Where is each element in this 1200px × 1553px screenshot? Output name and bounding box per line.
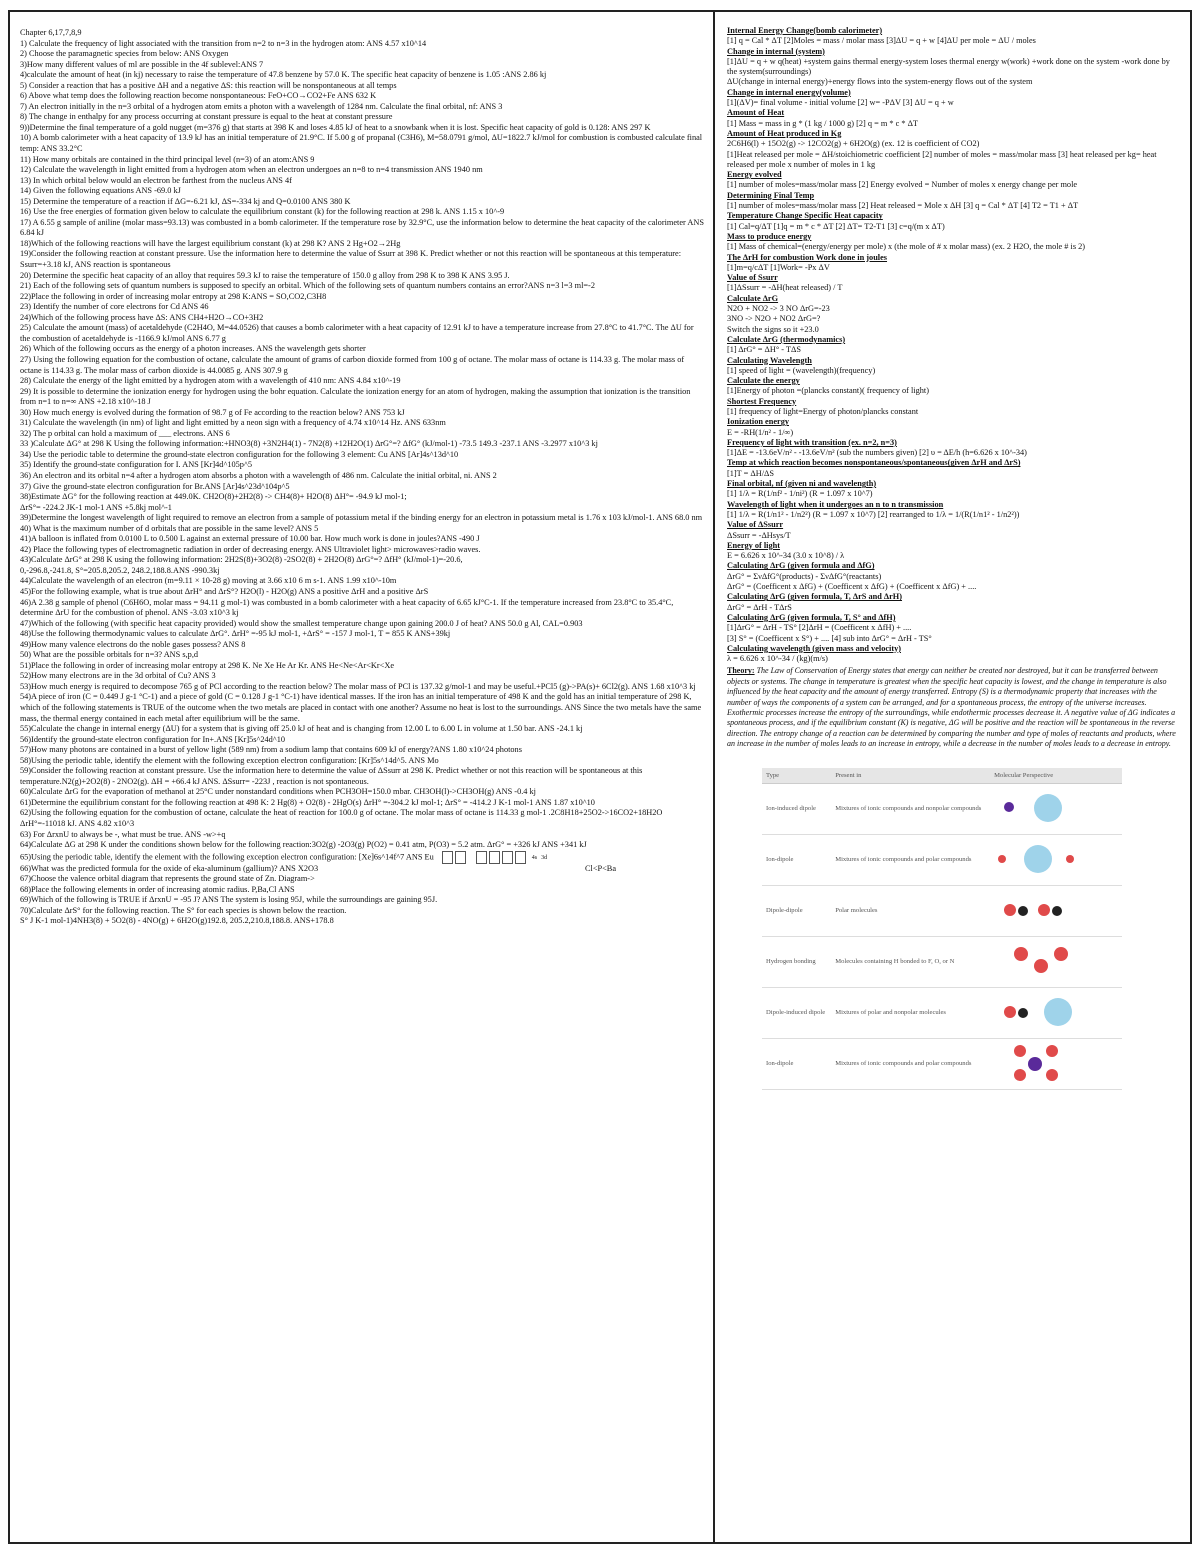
question-line: 15) Determine the temperature of a reaction if ΔG=-6.21 kJ, ΔS=-334 kj and Q=0.0100 ANS 380 K xyxy=(20,196,351,206)
formula-line: ΔrG° = (Coefficent x ΔfG) + (Coefficent x ΔfG) + (Coefficent x ΔfG) + .... xyxy=(727,582,977,592)
question-line: S° J K-1 mol-1)4NH3(8) + 5O2(8) - 4NO(g) + 6H2O(g)192.8, 205.2,210.8,188.8. ANS+178.8 xyxy=(20,916,334,926)
atom-sphere xyxy=(1014,1045,1026,1057)
section-heading: Calculate ΔrG (thermodynamics) xyxy=(727,334,846,344)
present-in: Molecules containing H bonded to F, O, or N xyxy=(831,936,990,987)
theory-label: Theory: xyxy=(727,666,755,676)
question-line: 40) What is the maximum number of d orbitals that are possible in the same level? ANS 5 xyxy=(20,523,319,533)
section-heading: Calculating ΔrG (given formula, T, ΔrS and ΔrH) xyxy=(727,592,903,602)
atom-sphere xyxy=(1054,947,1068,961)
section-heading: Ionization energy xyxy=(727,417,789,427)
orbital-diagram xyxy=(440,852,547,861)
section-heading: Frequency of light with transition (ex. n=2, n=3) xyxy=(727,437,897,447)
force-type: Ion-induced dipole xyxy=(762,783,831,834)
question-line: 54)A piece of iron (C = 0.449 J g-1 °C-1) and a piece of gold (C = 0.128 J g-1 °C-1) have identical masses. If the iron has an initial temperature of 498 K and the gold has an initial temperature of 298 K, which of the following statements is TRUE of the outcome when the two metals are placed in contact with one another? Assume no heat is lost to the surroundings. ANS Since the two metals have the same mass, the thermal energy contained in each metal after equilibrium will be the same. xyxy=(20,692,702,723)
question-line: 11) How many orbitals are contained in the third principal level (n=3) of an atom:ANS 9 xyxy=(20,154,315,164)
atom-sphere xyxy=(1004,904,1016,916)
question-line: 4)calculate the amount of heat (in kj) necessary to raise the temperature of 47.8 benzene by 57.0 K. The specific heat capacity of benzene is 1.05 :ANS 2.86 kj xyxy=(20,70,547,80)
question-line: 23) Identify the number of core electrons for Cd ANS 46 xyxy=(20,302,209,312)
question-line: 37) Give the ground-state electron configuration for Br.ANS [Ar]4s^23d^104p^5 xyxy=(20,481,290,491)
table-row xyxy=(762,936,1122,987)
question-line: 47)Which of the following (with specific heat capacity provided) would show the smallest temperature change upon gaining 200.0 J of heat? ANS 50.0 g Al, CAL=0.903 xyxy=(20,618,583,628)
atom-sphere xyxy=(1034,959,1048,973)
section-heading: Calculate ΔrG xyxy=(727,293,779,303)
theory-text: The Law of Conservation of Energy states that energy can neither be created nor destroyed, but it can be transferred between objects or systems. The change in temperature is greatest when the specific heat capacity is lowest, and the change in temperature is also influenced by the heat capacity and the amount of energy transferred. Entropy (S) is a thermodynamic property that increases with the number of ways the components of a system can be arranged, and for a spontaneous process, the entropy of the universe increases. Exothermic processes increase the entropy of the surroundings, while endothermic processes decrease it. A negative value of ΔG indicates a spontaneous process, and if the equilibrium constant (K) is negative, ΔG will be positive and the reaction will be spontaneous in the reverse direction. The entropy change of a reaction can be determined by comparing the number and type of moles of reactants and products, where an increase in the number of moles leads to an increase in entropy, while a decrease in the number of moles leads to a decrease in entropy. xyxy=(727,666,1176,749)
force-type: Dipole-induced dipole xyxy=(762,987,831,1038)
question-line: 64)Calculate ΔG at 298 K under the conditions shown below for the following reaction:3O2(g) -2O3(g) P(O2) = 0.41 atm, P(O3) = 5.2 atm. ΔrG° = +326 kJ ANS +341 kJ xyxy=(20,840,587,850)
formula-line: [1] Mass = mass in g * (1 kg / 1000 g) [2] q = m * c * ΔT xyxy=(727,118,918,128)
present-in: Mixtures of ionic compounds and nonpolar compounds xyxy=(831,783,990,834)
table-body xyxy=(762,783,1122,1089)
formula-line: 3NO -> N2O + NO2 ΔrG=? xyxy=(727,314,821,324)
atom-sphere xyxy=(1028,1057,1042,1071)
force-type: Ion-dipole xyxy=(762,1038,831,1089)
molecule-illustration xyxy=(994,992,1114,1032)
formula-line: 2C6H6(l) + 15O2(g) -> 12CO2(g) + 6H2O(g) (ex. 12 is coefficient of CO2) xyxy=(727,139,980,149)
question-line: 26) Which of the following occurs as the energy of a photon increases. ANS the wavelength gets shorter xyxy=(20,344,366,354)
molecule-illustration xyxy=(994,788,1114,828)
question-line: 21) Each of the following sets of quantum numbers is supposed to specify an orbital. Which of the following sets of quantum numbers contains an error?ANS n=3 l=3 ml=-2 xyxy=(20,281,595,291)
question-line: 13) In which orbital below would an electron be farthest from the nucleus ANS 4f xyxy=(20,175,292,185)
formula-line: [1] Mass of chemical=(energy/energy per mole) x (the mole of # x molar mass) (ex. 2 H2O, the mole # is 2) xyxy=(727,242,1086,252)
question-line: 28) Calculate the energy of the light emitted by a hydrogen atom with a wavelength of 410 nm: ANS 4.84 x10^-19 xyxy=(20,376,401,386)
question-line: 63) For ΔrxnU to always be -, what must be true. ANS -w>+q xyxy=(20,829,226,839)
atom-sphere xyxy=(1024,845,1052,873)
question-line: 14) Given the following equations ANS -69.0 kJ xyxy=(20,186,181,196)
formula-line: Switch the signs so it +23.0 xyxy=(727,324,819,334)
orbital-box xyxy=(502,851,513,864)
formula-line: [1]Heat released per mole = ΔH/stoichiometric coefficient [2] number of moles = mass/molar mass [3] heat released per kg= heat released per mole x number of moles in 1 kg xyxy=(727,149,1157,169)
formula-line: [1] ΔrG° = ΔH° - TΔS xyxy=(727,345,801,355)
orbital-box xyxy=(515,851,526,864)
molecule-illustration xyxy=(994,890,1114,930)
formula-line: [1]Energy of photon =(plancks constant)( frequency of light) xyxy=(727,386,929,396)
question-line: 65)Using the periodic table, identify the element with the following exception electron configuration: [Xe]6s^14f^7 ANS Eu 4s 3d xyxy=(20,851,705,864)
question-line: 59)Consider the following reaction at constant pressure. Use the information here to determine the value of ΔSsurr at 298 K. Predict whether or not this reaction will be spontaneous at this temperature.N2(g)+2O2(8) - 2NO2(g). ΔH = +66.4 kJ ANS. ΔSsurr= -223J , reaction is not spontaneous. xyxy=(20,766,643,786)
question-line: 18)Which of the following reactions will have the largest equilibrium constant (k) at 298 K? ANS 2 Hg+O2→2Hg xyxy=(20,238,401,248)
formula-line: N2O + NO2 -> 3 NO ΔrG=-23 xyxy=(727,304,830,314)
question-line: 19)Consider the following reaction at constant pressure. Use the information here to determine the value of Ssurr at 398 K. Predict whether or not this reaction will be spontaneous at this temperature: Ssurr=+3.18 kJ, ANS reaction is spontaneous xyxy=(20,249,682,270)
question-line: 68)Place the following elements in order of increasing atomic radius. P,Ba,Cl ANS xyxy=(20,884,295,894)
question-line: 70)Calculate ΔrS° for the following reaction. The S° for each species is shown below the reaction. xyxy=(20,905,347,915)
formula-line: [1](ΔV)= final volume - initial volume [2] w= -PΔV [3] ΔU = q + w xyxy=(727,98,954,108)
orbital-box xyxy=(455,851,466,864)
section-heading: Mass to produce energy xyxy=(727,231,812,241)
question-line: 20) Determine the specific heat capacity of an alloy that requires 59.3 kJ to raise the temperature of 150.0 g alloy from 298 K to 398 K ANS 3.95 J. xyxy=(20,270,510,280)
molecular-perspective xyxy=(990,1038,1122,1089)
question-line: 12) Calculate the wavelength in light emitted from a hydrogen atom when an electron undergoes an n=8 to n=4 transmission ANS 1940 nm xyxy=(20,165,483,175)
orbital-box xyxy=(489,851,500,864)
formula-line: [1]m=q/cΔT [1]Work= -Px ΔV xyxy=(727,262,830,272)
section-heading: Internal Energy Change(bomb calorimeter) xyxy=(727,26,883,35)
formula-line: [1] number of moles=mass/molar mass [2] Heat released = Mole x ΔH [3] q = Cal * ΔT [4] T2 = T1 + ΔT xyxy=(727,201,1079,211)
orbital-box xyxy=(442,851,453,864)
molecular-perspective xyxy=(990,885,1122,936)
formula-line: [1] speed of light = (wavelength)(frequency) xyxy=(727,365,876,375)
cheat-sheet xyxy=(8,10,1192,1544)
formula-line: [1]ΔE = -13.6eV/n² - -13.6eV/n² (sub the numbers given) [2] υ = ΔE/h (h=6.626 x 10^-34) xyxy=(727,448,1027,458)
atom-sphere xyxy=(1044,998,1072,1026)
question-line: 25) Calculate the amount (mass) of acetaldehyde (C2H4O, M=44.0526) that causes a bomb calorimeter with a heat capacity of 12.91 kJ to have a temperature increase from 27.8°C to 41.7°C. The ΔU for the combustion of acetaldehyde is -1166.9 kJ/mol ANS 6.77 g xyxy=(20,323,694,343)
table-header-molecular: Molecular Perspective xyxy=(990,768,1122,784)
question-list xyxy=(20,39,705,927)
section-heading: Calculating ΔrG (given formula, T, S° and ΔfH) xyxy=(727,612,896,622)
formula-line: ΔSsurr = -ΔHsys/T xyxy=(727,530,791,540)
question-line: 6) Above what temp does the following reaction become nonspontaneous: FeO+CO→CO2+Fe ANS 632 K xyxy=(20,91,377,101)
question-line: 56)Identify the ground-state electron configuration for In+.ANS [Kr]5s^24d^10 xyxy=(20,734,285,744)
question-line: 2) Choose the paramagnetic species from below: ANS Oxygen xyxy=(20,49,229,59)
question-line: 16) Use the free energies of formation given below to calculate the equilibrium constant (k) for the following reaction at 298 k. ANS 1.15 x 10^-9 xyxy=(20,207,505,217)
formula-line: [1]T = ΔH/ΔS xyxy=(727,468,775,478)
atom-sphere xyxy=(1018,1008,1028,1018)
molecular-perspective xyxy=(990,783,1122,834)
table-header-type: Type xyxy=(762,768,831,784)
question-line: 41)A balloon is inflated from 0.0100 L to 0.500 L against an external pressure of 10.00 bar. How much work is done in joules?ANS -490 J xyxy=(20,534,480,544)
question-line: 27) Using the following equation for the combustion of octane, calculate the amount of grams of carbon dioxide formed from 100 g of octane. The molar mass of octane is 114.33 g. The molar mass of octane is 114.33 g. The molar mass of carbon dioxide is 44.0085 g. ANS 307.9 g xyxy=(20,354,685,375)
section-heading: Value of ΔSsurr xyxy=(727,520,784,530)
formula-line: [1] 1/λ = R(1/n1² - 1/n2²) (R = 1.097 x 10^7) [2] rearranged to 1/λ = 1/(R(1/n1² - 1/n2²)) xyxy=(727,509,1020,519)
orbital-label: 4s xyxy=(531,855,538,862)
molecular-perspective xyxy=(990,987,1122,1038)
molecular-perspective xyxy=(990,834,1122,885)
formula-line: ΔU(change in internal energy)+energy flows into the system-energy flows out of the system xyxy=(727,77,1033,87)
question-line: 53)How much energy is required to decompose 765 g of PCl according to the reaction below? The molar mass of PCl is 137.32 g/mol-1 and may be useful.+PCl5 (g)->PA(s)+ 6Cl2(g). ANS 1.68 x10^3 kj xyxy=(20,681,696,691)
present-in: Mixtures of polar and nonpolar molecules xyxy=(831,987,990,1038)
section-heading: Temperature Change Specific Heat capacity xyxy=(727,211,883,221)
table-row xyxy=(762,885,1122,936)
section-heading: Energy evolved xyxy=(727,170,782,180)
atom-sphere xyxy=(1052,906,1062,916)
question-line: 1) Calculate the frequency of light associated with the transition from n=2 to n=3 in the hydrogen atom: ANS 4.57 x10^14 xyxy=(20,38,427,48)
force-type: Hydrogen bonding xyxy=(762,936,831,987)
question-line: 3)How many different values of ml are possible in the 4f sublevel:ANS 7 xyxy=(20,59,264,69)
atom-sphere xyxy=(1038,904,1050,916)
question-line: 50) What are the possible orbitals for n=3? ANS s,p,d xyxy=(20,650,199,660)
section-heading: Change in internal (system) xyxy=(727,46,825,56)
question-line: 36) An electron and its orbital n=4 after a hydrogen atom absorbs a photon with a wavelength of 486 nm. Calculate the initial orbital, ni. ANS 2 xyxy=(20,470,497,480)
formula-line: [1] Cal=q/ΔT [1]q = m * c * ΔT [2] ΔT= T2-T1 [3] c=q/(m x ΔT) xyxy=(727,221,945,231)
formulas-column xyxy=(717,12,1190,1542)
question-line: 44)Calculate the wavelength of an electron (m=9.11 × 10-28 g) moving at 3.66 x10 6 m s-1. ANS 1.99 x10^-10m xyxy=(20,576,397,586)
question-line: 46)A 2.38 g sample of phenol (C6H6O, molar mass = 94.11 g mol-1) was combusted in a bomb calorimeter with a heat capacity of 6.65 kJ°C-1. If the temperature increased from 23.8°C to 35.4°C, determine ΔrU for the combustion of phenol. ANS -3.03 x10^3 kj xyxy=(20,597,674,618)
question-line: ΔrS°= -224.2 JK-1 mol-1 ANS +5.8kj mol^-1 xyxy=(20,502,172,512)
question-line: 8) The change in enthalpy for any process occurring at constant pressure is equal to the heat at constant pressure xyxy=(20,112,393,122)
formula-list xyxy=(727,26,1180,654)
formula-line: E = -RH(1/n² - 1/∞) xyxy=(727,427,794,437)
question-line: 61)Determine the equilibrium constant for the following reaction at 498 K: 2 Hg(8) + O2(8) - 2HgO(s) ΔrH° =-304.2 kJ mol-1; ΔrS° = -414.2 J K-1 mol-1 ANS 1.87 x10^10 xyxy=(20,797,595,807)
molecule-illustration xyxy=(994,941,1114,981)
atom-sphere xyxy=(998,855,1006,863)
chapter-title: Chapter 6,17,7,8,9 xyxy=(20,28,82,37)
section-heading: Calculating wavelength (given mass and velocity) xyxy=(727,643,901,653)
section-heading: Calculating Wavelength xyxy=(727,355,812,365)
question-line: 69)Which of the following is TRUE if ΔrxnU = -95 J? ANS The system is losing 95J, while the surroundings are gaining 95J. xyxy=(20,895,438,905)
question-line: 32) The p orbital can hold a maximum of ___ electrons. ANS 6 xyxy=(20,428,230,438)
questions-column xyxy=(10,12,715,1542)
question-line: 38)Estimate ΔG° for the following reaction at 449.0K. CH2O(8)+2H2(8) -> CH4(8)+ H2O(8) ΔH°= -94.9 kJ mol-1; xyxy=(20,492,407,502)
question-line: 33 )Calculate ΔG° at 298 K Using the following information:+HNO3(8) +3N2H4(1) - 7N2(8) +12H2O(1) ΔrG°=? ΔfG° (kJ/mol-1) -73.5 149.3 -237.1 ANS -3.2977 x10^3 kj xyxy=(20,439,598,449)
atom-sphere xyxy=(1014,1069,1026,1081)
atom-sphere xyxy=(1004,1006,1016,1018)
question-line: 29) It is possible to determine the ionization energy for hydrogen using the bohr equation. Calculate the ionization energy for an atom of hydrogen, making the assumption that ionization is the transition from n=1 to n=∞ ANS +2.18 x10^-18 J xyxy=(20,386,691,407)
formula-line: [1]ΔU = q + w q(heat) +system gains thermal energy-system loses thermal energy w(work) +work done on the system -work done by the system(surroundings) xyxy=(727,56,1170,77)
question-line: 57)How many photons are contained in a burst of yellow light (589 nm) from a sodium lamp that contains 609 kJ of energy?ANS 1.80 x10^24 photons xyxy=(20,745,522,755)
question-line: 0,-296.8,-241.8, S°=205.8,205.2, 248.2,188.8.ANS -990.3kj xyxy=(20,565,220,575)
section-heading: Value of Ssurr xyxy=(727,273,778,283)
table-row xyxy=(762,783,1122,834)
section-heading: The ΔrH for combustion Work done in joules xyxy=(727,252,888,262)
formula-line: [1] q = Cal * ΔT [2]Moles = mass / molar mass [3]ΔU = q + w [4]ΔU per mole = ΔU / moles xyxy=(727,36,1036,46)
intermolecular-forces-table xyxy=(762,768,1122,1090)
formula-line: ΔrG° = ΔrH - TΔrS xyxy=(727,602,792,612)
question-line: 55)Calculate the change in internal energy (ΔU) for a system that is giving off 25.0 kJ of heat and is changing from 12.00 L to 6.00 L in volume at 1.50 bar. ANS -24.1 kj xyxy=(20,724,583,734)
question-line: 66)What was the predicted formula for the oxide of eka-aluminum (gallium)? ANS X2O3 Cl<P<Ba xyxy=(20,863,617,873)
formula-line: E = 6.626 x 10^-34 (3.0 x 10^8) / λ xyxy=(727,551,845,561)
question-line: 51)Place the following in order of increasing molar entropy at 298 K. Ne Xe He Ar Kr. ANS He<Ne<Ar<Kr<Xe xyxy=(20,660,395,670)
section-heading: Determining Final Temp xyxy=(727,190,815,200)
section-heading: Final orbital, nf (given ni and wavelength) xyxy=(727,479,877,489)
question-line: 34) Use the periodic table to determine the ground-state electron configuration for the following 3 element: Cu ANS [Ar]4s^13d^10 xyxy=(20,449,459,459)
lambda-formula: λ = 6.626 x 10^-34 / (kg)(m/s) xyxy=(727,654,828,664)
question-line: 7) An electron initially in the n=3 orbital of a hydrogen atom emits a photon with a wavelength of 1284 nm. Calculate the final orbital, nf: ANS 3 xyxy=(20,101,503,111)
section-heading: Energy of light xyxy=(727,540,781,550)
question-line: 48)Use the following thermodynamic values to calculate ΔrG°. ΔrH° =-95 kJ mol-1, +ΔrS° = -157 J mol-1, T = 855 K ANS+39kj xyxy=(20,629,451,639)
section-heading: Amount of Heat produced in Kg xyxy=(727,128,842,138)
molecule-illustration xyxy=(994,839,1114,879)
question-line: 35) Identify the ground-state configuration for I. ANS [Kr]4d^105p^5 xyxy=(20,460,252,470)
formula-line: ΔrG° = ΣνΔfG°(products) - ΣνΔfG°(reactants) xyxy=(727,571,882,581)
present-in: Mixtures of ionic compounds and polar compounds xyxy=(831,1038,990,1089)
formula-line: [1] frequency of light=Energy of photon/plancks constant xyxy=(727,406,919,416)
section-heading: Temp at which reaction becomes nonspontaneous/spontaneous(given ΔrH and ΔrS) xyxy=(727,458,1021,468)
question-line: 10) A bomb calorimeter with a heat capacity of 13.9 kJ has an initial temperature of 21.9°C. If 5.00 g of propanal (C3H6), M=58.0791 g/mol, ΔU=1822.7 kJ/mol for combustion is combusted calculate final temp: ANS 33.2°C xyxy=(20,133,703,154)
section-heading: Calculate the energy xyxy=(727,376,800,386)
section-heading: Shortest Frequency xyxy=(727,396,797,406)
atom-sphere xyxy=(1014,947,1028,961)
present-in: Polar molecules xyxy=(831,885,990,936)
atom-sphere xyxy=(1004,802,1014,812)
question-line: 42) Place the following types of electromagnetic radiation in order of decreasing energy. ANS Ultraviolet light> microwaves>radio waves. xyxy=(20,544,481,554)
question-line: 5) Consider a reaction that has a positive ΔH and a negative ΔS: this reaction will be nonspontaneous at all temps xyxy=(20,80,397,90)
question-line: 45)For the following example, what is true about ΔrH° and ΔrS°? H2O(l) - H2O(g) ANS a positive ΔrH and a positive ΔrS xyxy=(20,586,429,596)
molecular-perspective xyxy=(990,936,1122,987)
atom-sphere xyxy=(1066,855,1074,863)
table-header-present: Present in xyxy=(831,768,990,784)
question-line: 30) How much energy is evolved during the formation of 98.7 g of Fe according to the reaction below? ANS 753 kJ xyxy=(20,407,405,417)
answer-68: Cl<P<Ba xyxy=(585,863,617,873)
question-line: 9))Determine the final temperature of a gold nugget (m=376 g) that starts at 398 K and loses 4.85 kJ of heat to a snowbank when it is lost. Specific heat capacity of gold is 0.128: ANS 297 K xyxy=(20,122,651,132)
present-in: Mixtures of ionic compounds and polar compounds xyxy=(831,834,990,885)
table-row xyxy=(762,834,1122,885)
question-line: 58)Using the periodic table, identify the element with the following exception electron configuration: [Kr]5s^14d^5. ANS Mo xyxy=(20,755,439,765)
table-row xyxy=(762,987,1122,1038)
question-line: 22)Place the following in order of increasing molar entropy at 298 K:ANS = SO,CO2,C3H8 xyxy=(20,291,327,301)
question-line: 62)Using the following equation for the combustion of octane, calculate the heat of reaction for 100.0 g of octane. The molar mass of octane is 114.33 g mol-1 .2C8H18+25O2->16CO2+18H2O ΔrH°=-11018 kJ. ANS 4.82 x10^3 xyxy=(20,808,663,829)
orbital-box xyxy=(476,851,487,864)
force-type: Dipole-dipole xyxy=(762,885,831,936)
atom-sphere xyxy=(1034,794,1062,822)
orbital-label: 3d xyxy=(541,855,548,862)
section-heading: Calculating ΔrG (given formula and ΔfG) xyxy=(727,561,875,571)
question-line: 24)Which of the following process have ΔS: ANS CH4+H2O→CO+3H2 xyxy=(20,312,264,322)
atom-sphere xyxy=(1046,1069,1058,1081)
theory-paragraph xyxy=(727,666,1180,749)
section-heading: Amount of Heat xyxy=(727,108,785,118)
table-row xyxy=(762,1038,1122,1089)
molecule-illustration xyxy=(994,1043,1114,1083)
formula-line: [1]ΔrG° = ΔrH - TS° [2]ΔrH = (Coefficent x ΔfH) + .... xyxy=(727,623,912,633)
section-heading: Wavelength of light when it undergoes an n to n transmission xyxy=(727,499,944,509)
force-type: Ion-dipole xyxy=(762,834,831,885)
atom-sphere xyxy=(1046,1045,1058,1057)
formula-line: [3] S° = (Coefficent x S°) + .... [4] sub into ΔrG° = ΔrH - TS° xyxy=(727,633,932,643)
question-line: 39)Determine the longest wavelength of light required to remove an electron from a sample of potassium metal if the binding energy for an electron in potassium metal is 1.76 x 103 kJ/mol-1. ANS 68.0 nm xyxy=(20,513,703,523)
question-line: 67)Choose the valence orbital diagram that represents the ground state of Zn. Diagram-> xyxy=(20,874,315,884)
formula-line: [1] number of moles=mass/molar mass [2] Energy evolved = Number of moles x energy change per mole xyxy=(727,180,1078,190)
question-line: 60)Calculate ΔrG for the evaporation of methanol at 25°C under nonstandard conditions when PCH3OH=150.0 mbar. CH3OH(l)->CH3OH(g) ANS -0.4 kj xyxy=(20,787,536,797)
question-line: 31) Calculate the wavelength (in nm) of light and light emitted by a neon sign with a frequency of 4.74 x10^14 Hz. ANS 633nm xyxy=(20,418,446,428)
formula-line: [1]ΔSsurr = -ΔH(heat released) / T xyxy=(727,283,843,293)
atom-sphere xyxy=(1018,906,1028,916)
question-line: 49)How many valence electrons do the noble gases possess? ANS 8 xyxy=(20,639,246,649)
question-line: 43)Calculate ΔrG° at 298 K using the following information: 2H2S(8)+3O2(8) -2SO2(8) + 2H2O(8) ΔrG°=? ΔfH° (kJ/mol-1)=-20.6, xyxy=(20,555,463,565)
section-heading: Change in internal energy(volume) xyxy=(727,87,851,97)
question-line: 17) A 6.55 g sample of aniline (molar mass=93.13) was combusted in a bomb calorimeter. If the temperature rose by 32.9°C, use the information below to determine the heat capacity of the calorimeter ANS 6.84 kJ xyxy=(20,217,705,238)
formula-line: [1] 1/λ = R(1/nf² - 1/ni²) (R = 1.097 x 10^7) xyxy=(727,489,873,499)
question-line: 52)How many electrons are in the 3d orbital of Cu? ANS 3 xyxy=(20,671,216,681)
